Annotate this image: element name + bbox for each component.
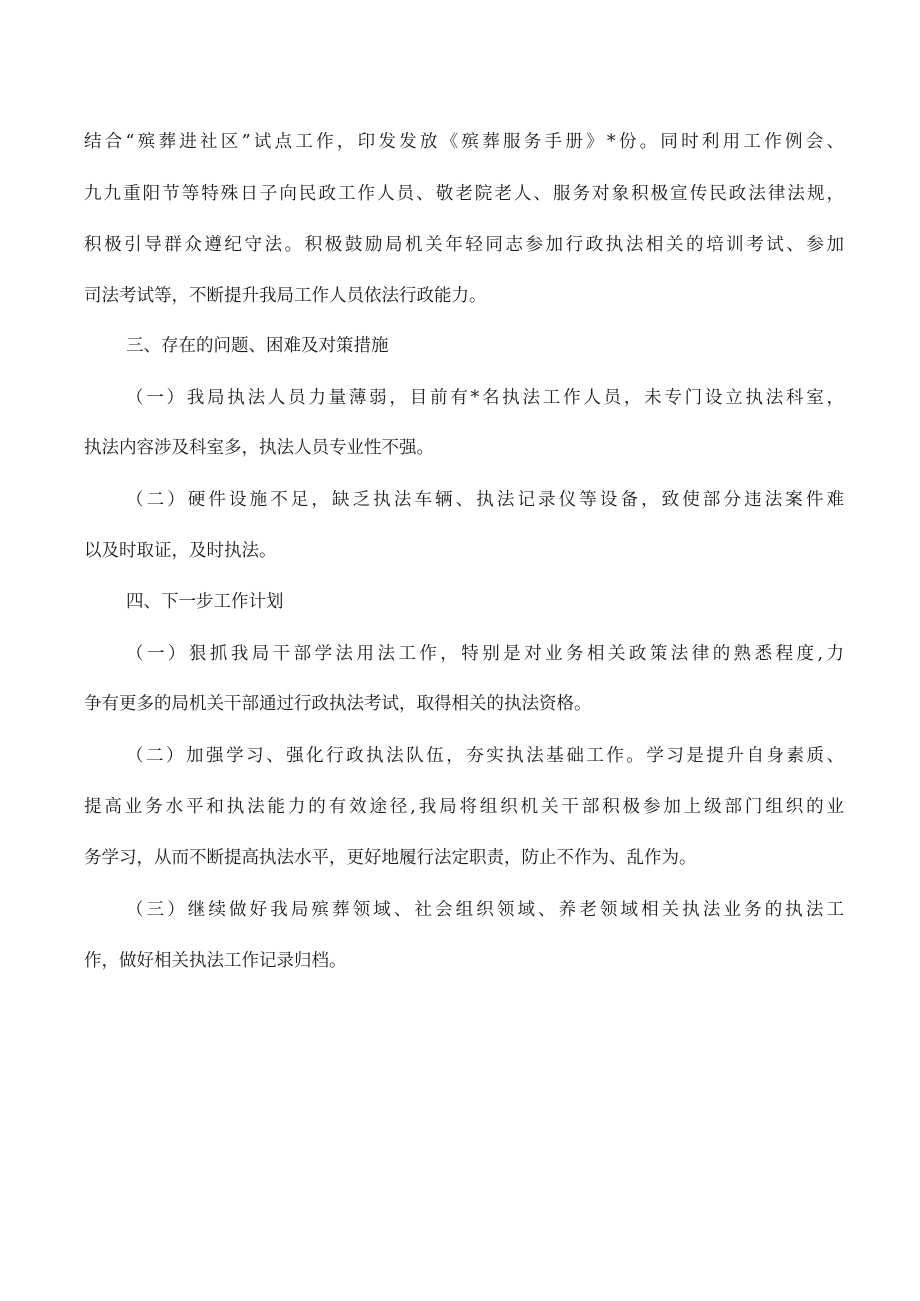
section-heading-4: 四、下一步工作计划	[126, 592, 284, 612]
text-line: 提高业务水平和执法能力的有效途径,我局将组织机关干部积极参加上级部门组织的业	[84, 797, 844, 817]
text-line: （二）加强学习、强化行政执法队伍，夯实执法基础工作。学习是提升自身素质、	[126, 746, 844, 766]
text-line: （三）继续做好我局殡葬领域、社会组织领域、养老领域相关执法业务的执法工	[126, 900, 844, 920]
text-line: （一）我局执法人员力量薄弱，目前有*名执法工作人员，未专门设立执法科室，	[126, 388, 844, 408]
text-line: （一）狠抓我局干部学法用法工作，特别是对业务相关政策法律的熟悉程度,力	[126, 644, 844, 664]
text-line: 争有更多的局机关干部通过行政执法考试，取得相关的执法资格。	[84, 694, 592, 714]
section-heading-3: 三、存在的问题、困难及对策措施	[126, 336, 389, 356]
text-line: 以及时取证，及时执法。	[84, 541, 277, 561]
text-line: 作，做好相关执法工作记录归档。	[84, 951, 347, 971]
text-line: 结合“殡葬进社区”试点工作，印发发放《殡葬服务手册》*份。同时利用工作例会、	[84, 132, 844, 152]
text-line: （二）硬件设施不足，缺乏执法车辆、执法记录仪等设备，致使部分违法案件难	[126, 490, 844, 510]
text-line: 务学习，从而不断提高执法水平，更好地履行法定职责，防止不作为、乱作为。	[84, 848, 697, 868]
text-line: 执法内容涉及科室多，执法人员专业性不强。	[84, 438, 434, 458]
text-line: 九九重阳节等特殊日子向民政工作人员、敬老院老人、服务对象积极宣传民政法律法规，	[84, 184, 844, 204]
text-line: 积极引导群众遵纪守法。积极鼓励局机关年轻同志参加行政执法相关的培训考试、参加	[84, 235, 844, 255]
text-line: 司法考试等，不断提升我局工作人员依法行政能力。	[84, 286, 487, 306]
